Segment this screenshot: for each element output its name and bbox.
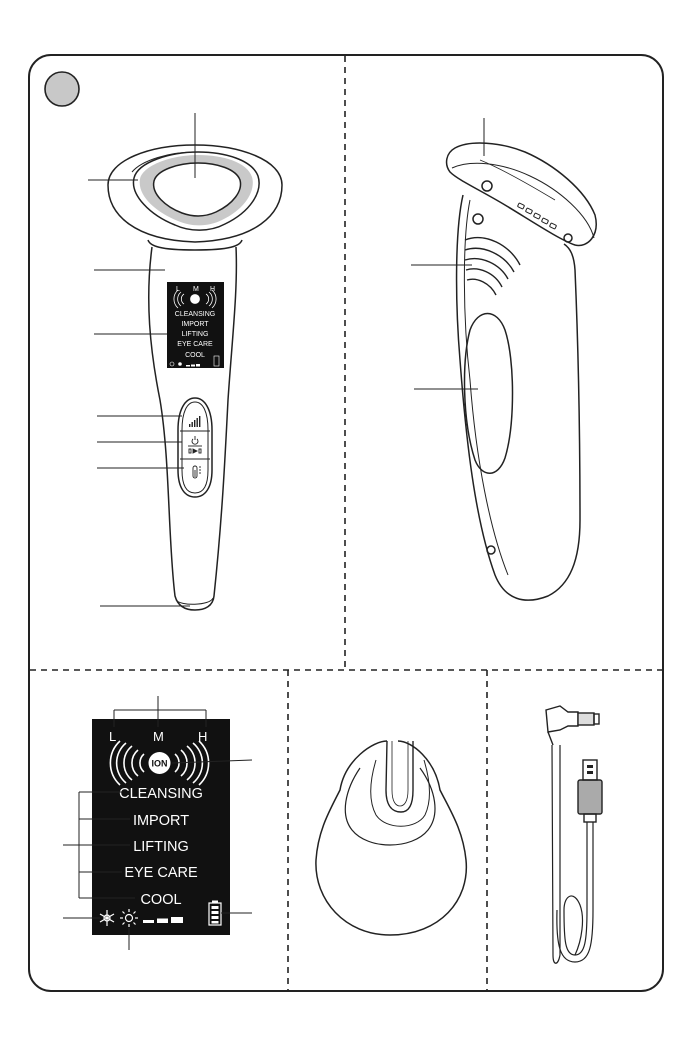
front-lcd-level-high: H bbox=[210, 286, 216, 293]
back-pad bbox=[465, 314, 513, 474]
vent-grille bbox=[465, 238, 520, 295]
back-head bbox=[447, 143, 597, 245]
front-lcd-level-low: L bbox=[176, 286, 180, 293]
front-lcd-mode-eye-care: EYE CARE bbox=[177, 341, 213, 348]
lcd-mode-import: IMPORT bbox=[132, 813, 190, 829]
front-lcd-mode-lifting: LIFTING bbox=[181, 331, 209, 338]
lcd-level-mid: M bbox=[153, 729, 164, 744]
front-lcd-mode-cool: COOL bbox=[185, 352, 205, 359]
front-lcd-mode-import: IMPORT bbox=[181, 321, 209, 328]
device-back-view bbox=[447, 143, 597, 600]
back-handle bbox=[457, 195, 580, 600]
charging-stand bbox=[316, 741, 466, 935]
lcd-mode-eye-care: EYE CARE bbox=[124, 865, 198, 881]
lcd-mode-cleansing: CLEANSING bbox=[119, 786, 203, 802]
section-badge bbox=[45, 72, 79, 106]
lcd-level-low: L bbox=[109, 729, 117, 744]
usb-charging-cable bbox=[546, 706, 602, 963]
power-button-icon bbox=[188, 436, 202, 453]
ion-label: ION bbox=[151, 758, 168, 769]
usb-plug-body bbox=[578, 780, 602, 814]
lcd-level-high: H bbox=[198, 729, 208, 744]
thermometer-button-icon bbox=[193, 466, 201, 478]
front-lcd-level-mid: M bbox=[193, 286, 199, 293]
lcd-mode-lifting: LIFTING bbox=[133, 839, 189, 855]
front-lcd-mode-cleansing: CLEANSING bbox=[174, 311, 216, 318]
lcd-mode-cool: COOL bbox=[140, 892, 182, 908]
dc-plug bbox=[546, 706, 578, 732]
device-front-view bbox=[108, 145, 282, 610]
level-button-icon bbox=[189, 416, 200, 427]
